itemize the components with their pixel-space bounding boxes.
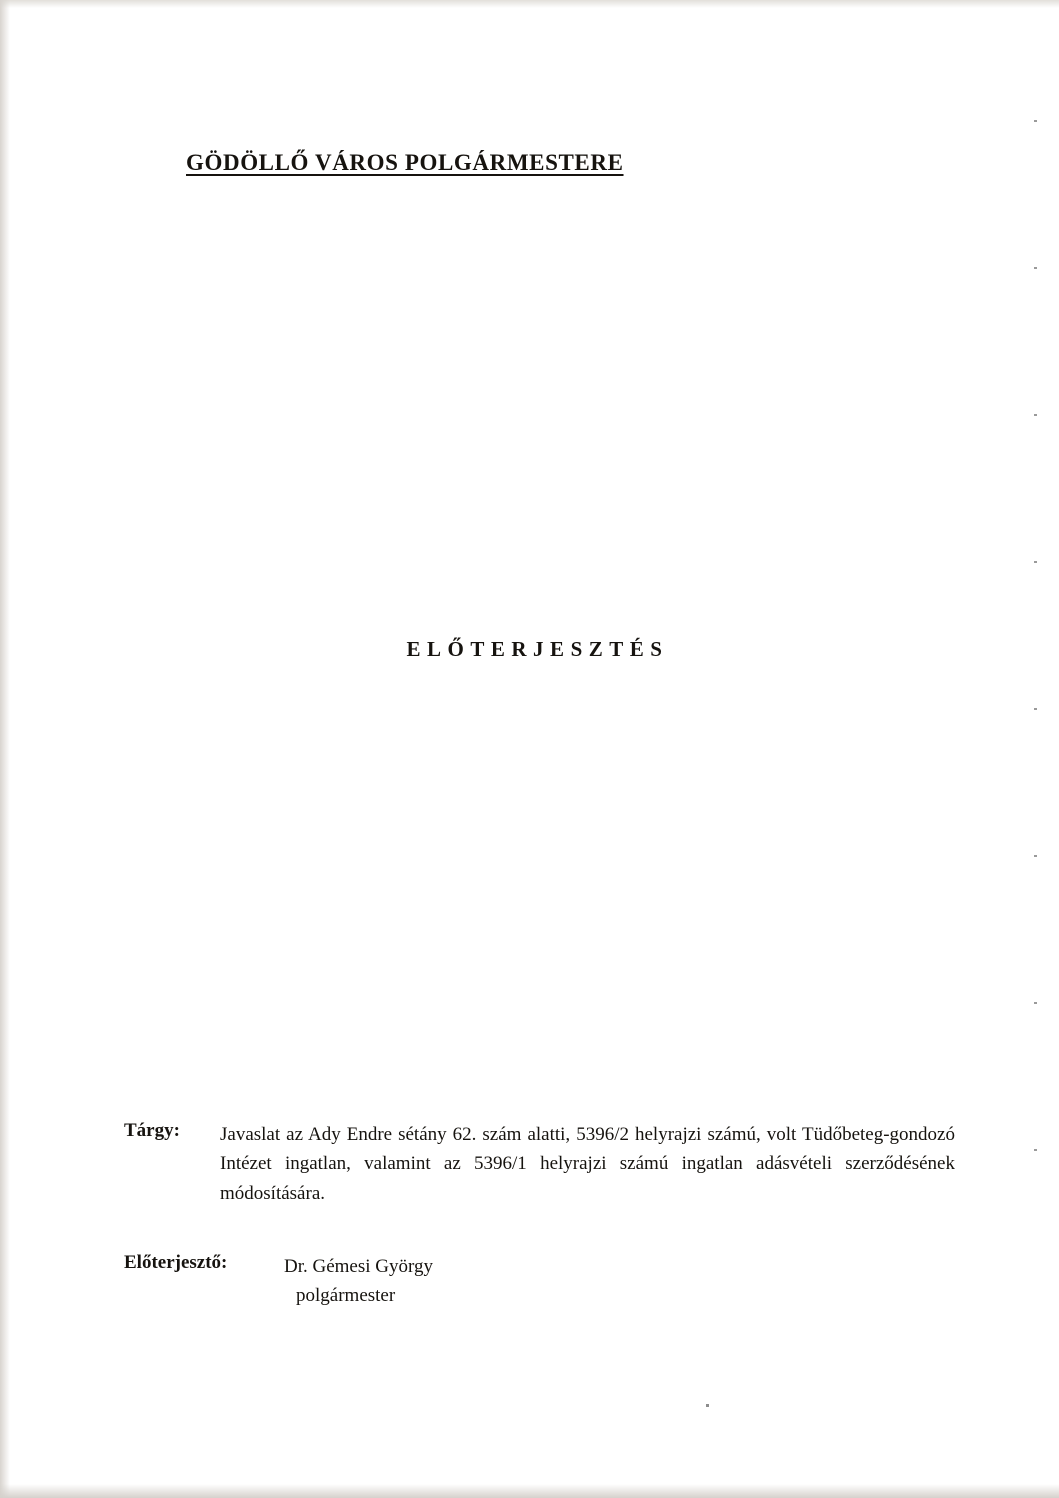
presenter-label: Előterjesztő: [124, 1252, 228, 1273]
presenter-role: polgármester [296, 1285, 396, 1307]
scan-edge-top [0, 0, 1059, 8]
margin-tick-marks [1034, 120, 1037, 1410]
scan-edge-bottom [0, 1484, 1059, 1498]
subject-field [124, 1120, 964, 1208]
presenter-field [124, 1252, 964, 1311]
subject-label: Tárgy: [124, 1120, 180, 1141]
document-type-title: ELŐTERJESZTÉS [406, 637, 669, 661]
presenter-name: Dr. Gémesi György [284, 1256, 433, 1277]
organization-header: GÖDÖLLŐ VÁROS POLGÁRMESTERE [186, 150, 624, 175]
scan-edge-left [0, 0, 10, 1498]
subject-text: Javaslat az Ady Endre sétány 62. szám alatti, 5396/2 helyrajzi számú, volt Tüdőbeteg-gondozó Intézet ingatlan, valamint az 5396/1 helyrajzi számú ingatlan adásvételi szerződésének módosítására. [220, 1124, 955, 1204]
footer-scan-mark [706, 1404, 709, 1407]
presenter-value [284, 1252, 433, 1311]
